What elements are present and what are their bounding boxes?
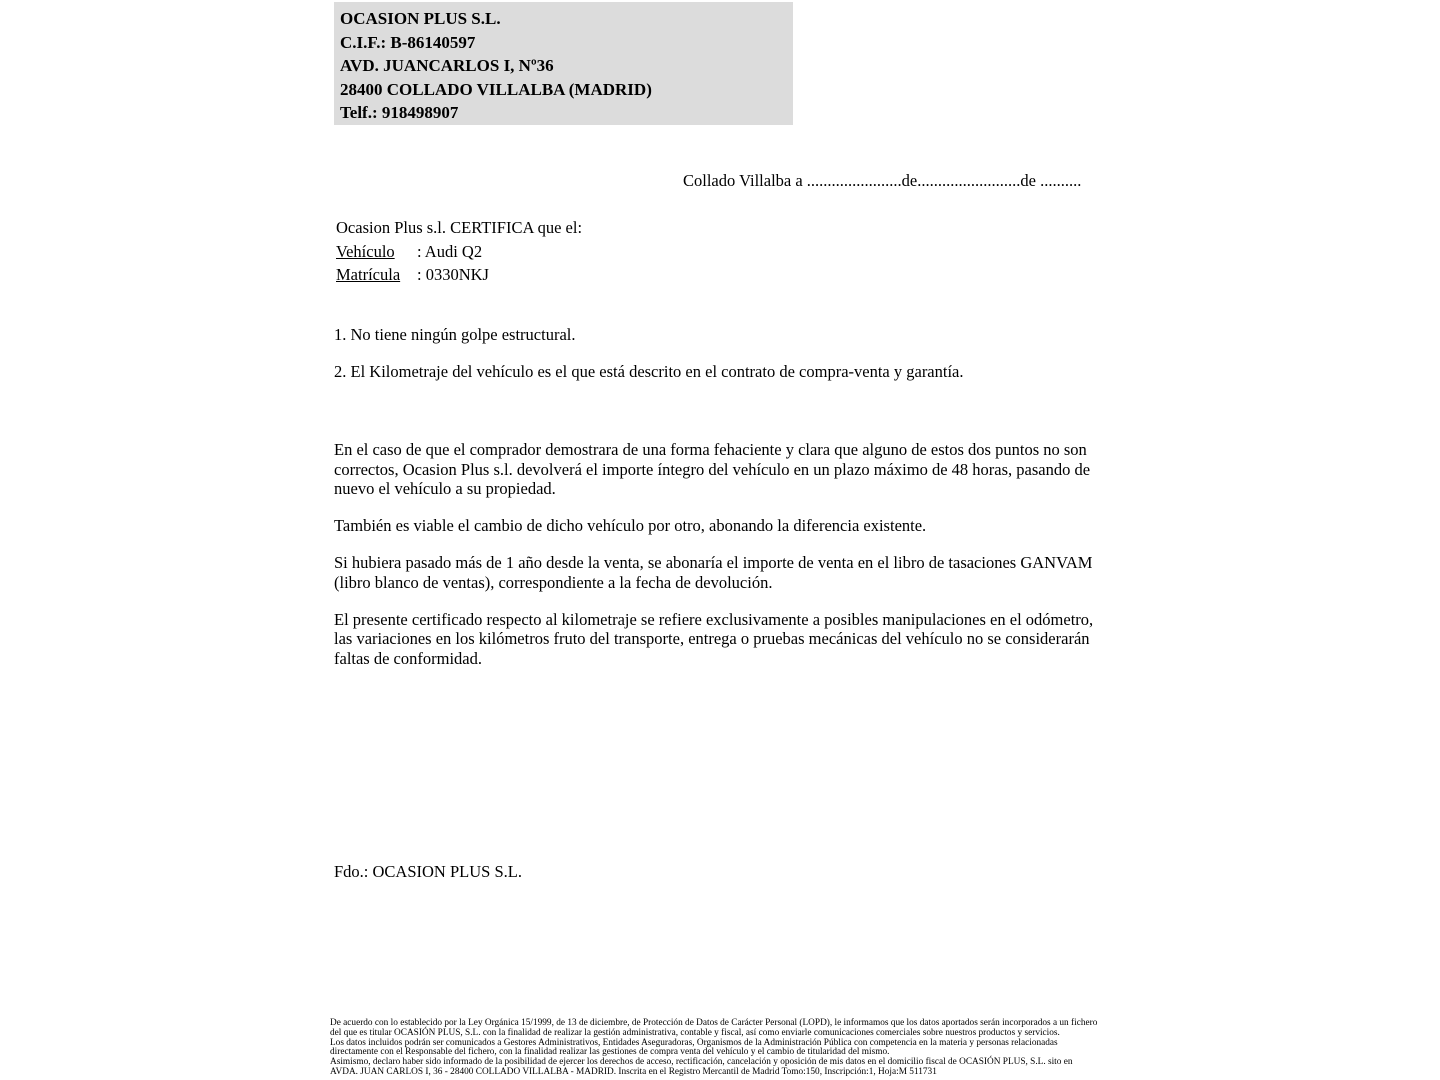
body-paragraphs [334,440,1094,685]
paragraph-exchange: También es viable el cambio de dicho vehículo por otro, abonando la diferencia existente. [334,515,927,535]
company-header-box [334,2,793,125]
certify-intro: Ocasion Plus s.l. CERTIFICA que el: [336,218,583,237]
paragraph-refund: En el caso de que el comprador demostrara de una forma fehaciente y clara que alguno de estos dos puntos no son correctos, Ocasion Plus s.l. devolverá el importe íntegro del vehículo en un plazo máximo de 48 horas, pasando de nuevo el vehículo a su propiedad. [334,440,1091,499]
date-line: Collado Villalba a .......................de.........................de .......... [683,171,1082,190]
plate-label: Matrícula [336,265,401,284]
signature-line: Fdo.: OCASION PLUS S.L. [334,862,522,881]
vehicle-row [336,240,582,264]
plate-value: : 0330NKJ [417,265,489,284]
plate-row [336,263,582,287]
paragraph-ganvam: Si hubiera pasado más de 1 año desde la venta, se abonaría el importe de venta en el libro de tasaciones GANVAM (libro blanco de ventas), correspondiente a la fecha de devolución. [334,553,1093,592]
footer-transfer: Los datos incluidos podrán ser comunicados a Gestores Administrativos, Entidades Aseguradoras, Organismos de la Administración Pública con competencia en la materia y personas relacionadas directamente con el Responsable del fichero, con la finalidad realizar las gestiones de compra venta del vehículo y el cambio de titularidad del mismo. [330,1037,1058,1058]
point-mileage: 2. El Kilometraje del vehículo es el que está descrito en el contrato de compra-venta y garantía. [334,362,964,381]
vehicle-value: : Audi Q2 [417,241,483,261]
company-name: OCASION PLUS S.L. [340,9,501,28]
footer-lopd: De acuerdo con lo establecido por la Ley Orgánica 15/1999, de 13 de diciembre, de Protección de Datos de Carácter Personal (LOPD), le informamos que los datos aportados serán incorporados a un fichero del que es titular OCASIÓN PLUS, S.L. con la finalidad de realizar la gestión administrativa, contable y fiscal, así como enviarle comunicaciones comerciales sobre nuestros productos y servicios. [330,1018,1098,1038]
footer-rights: Asimismo, declaro haber sido informado de la posibilidad de ejercer los derechos de acceso, rectificación, cancelación y oposición de mis datos en el domicilio fiscal de OCASIÓN PLUS, S.L. sito en AVDA. JUAN CARLOS I, 36 - 28400 COLLADO VILLALBA - MADRID. Inscrita en el Registro Mercantil de Madrid Tomo:150, Inscripción:1, Hoja:M 511731 [330,1057,1073,1077]
company-address: AVD. JUANCARLOS I, Nº36 [340,56,554,75]
certify-block [336,216,582,287]
point-structural: 1. No tiene ningún golpe estructural. [334,325,576,344]
paragraph-odometer: El presente certificado respecto al kilometraje se refiere exclusivamente a posibles manipulaciones en el odómetro, las variaciones en los kilómetros fruto del transporte, entrega o pruebas mecánicas del vehículo no se considerarán faltas de conformidad. [334,609,1094,668]
company-city: 28400 COLLADO VILLALBA (MADRID) [340,79,652,99]
company-cif: C.I.F.: B-86140597 [340,32,476,52]
vehicle-label: Vehículo [336,241,395,261]
footer-legal [330,1019,1102,1078]
company-phone: Telf.: 918498907 [340,103,459,122]
